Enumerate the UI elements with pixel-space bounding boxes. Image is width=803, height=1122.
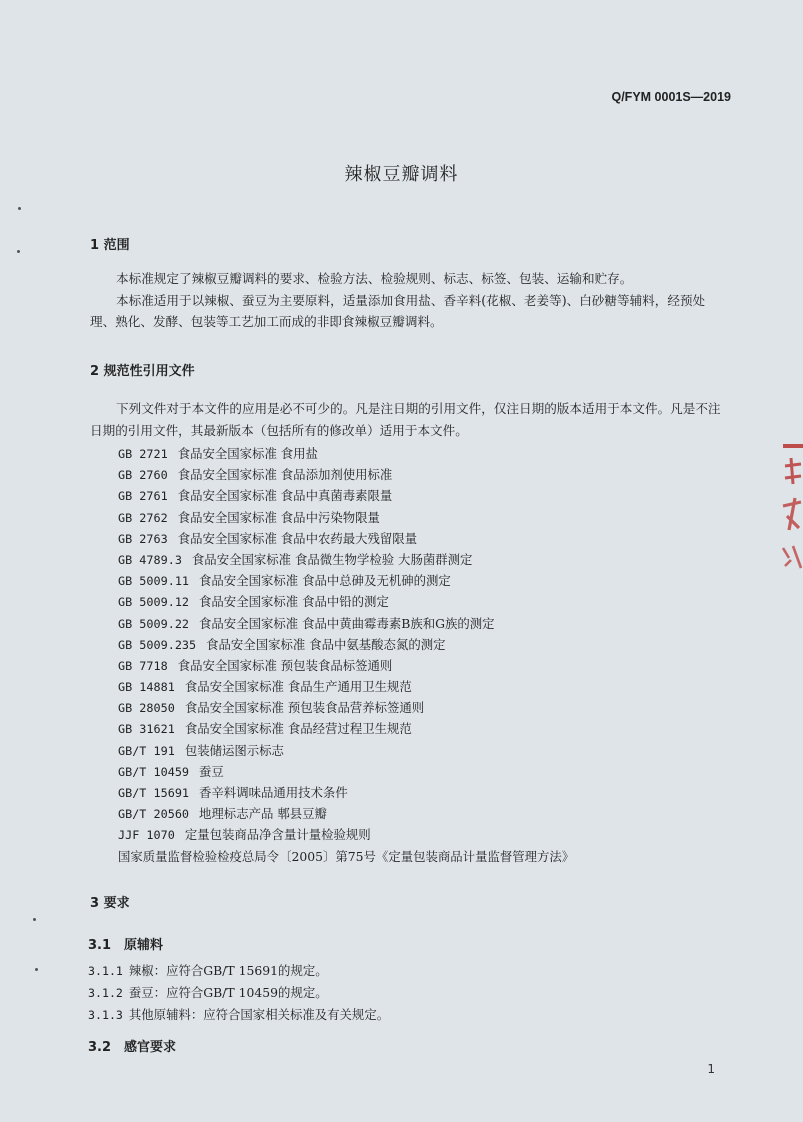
subsection-3-2-heading: 3.2 感官要求 — [88, 1040, 177, 1055]
reference-title: 食品安全国家标准 食品经营过程卫生规范 — [184, 721, 412, 737]
document-code: Q/FYM 0001S—2019 — [611, 90, 731, 104]
reference-item — [118, 740, 738, 761]
reference-item — [118, 634, 738, 655]
reference-item — [118, 528, 738, 549]
reference-item — [118, 507, 738, 528]
reference-item — [118, 676, 738, 697]
subsection-3-1-heading: 3.1 原辅料 — [88, 938, 164, 953]
scope-paragraph-2: 本标准适用于以辣椒、蚕豆为主要原料，适量添加食用盐、香辛料(花椒、老姜等)、白砂糖等辅料，经预处理、熟化、发酵、包装等工艺加工而成的非即食辣椒豆瓣调料。 — [90, 292, 706, 329]
section-2-heading: 2 规范性引用文件 — [90, 364, 195, 379]
reference-code: GB 4789.3 — [118, 552, 182, 567]
reference-item — [118, 782, 738, 803]
reference-title: 食品安全国家标准 食品生产通用卫生规范 — [184, 679, 412, 695]
reference-code: GB 2761 — [118, 489, 168, 504]
item-text: 其他原辅料：应符合国家相关标准及有关规定。 — [128, 1007, 390, 1022]
reference-code: GB 2721 — [118, 447, 168, 461]
scan-speck — [35, 968, 38, 971]
reference-code: GB 5009.235 — [118, 637, 197, 652]
reference-title: 食品安全国家标准 食用盐 — [177, 446, 318, 461]
reference-title: 国家质量监督检验检疫总局令〔2005〕第75号《定量包装商品计量监督管理方法》 — [118, 848, 575, 864]
reference-title: 食品安全国家标准 食品中农药最大残留限量 — [177, 530, 418, 546]
reference-title: 食品安全国家标准 食品中氨基酸态氮的测定 — [206, 636, 446, 652]
reference-title: 食品安全国家标准 食品添加剂使用标准 — [177, 467, 393, 483]
reference-code: GB 2762 — [118, 510, 168, 525]
reference-code: GB 2763 — [118, 531, 168, 546]
reference-item — [118, 613, 738, 634]
section-3-heading: 3 要求 — [90, 896, 130, 911]
reference-code: GB 5009.22 — [118, 616, 190, 631]
page-number: 1 — [707, 1062, 715, 1076]
reference-list — [118, 443, 738, 867]
requirement-item — [88, 982, 389, 1004]
scan-speck — [18, 207, 21, 210]
section-1-heading: 1 范围 — [90, 238, 130, 253]
reference-code: GB 31621 — [118, 722, 175, 737]
item-number: 3.1.2 — [88, 986, 123, 1000]
item-text: 蚕豆：应符合GB/T 10459的规定。 — [128, 985, 328, 1000]
reference-item — [118, 846, 738, 867]
requirement-item — [88, 1004, 389, 1026]
reference-title: 食品安全国家标准 预包装食品营养标签通则 — [184, 700, 425, 716]
reference-item — [118, 570, 738, 591]
requirement-item — [88, 960, 389, 982]
scope-paragraph-1: 本标准规定了辣椒豆瓣调料的要求、检验方法、检验规则、标志、标签、包装、运输和贮存。 — [116, 271, 633, 286]
reference-title: 食品安全国家标准 食品中污染物限量 — [177, 509, 380, 525]
scan-speck — [33, 918, 36, 921]
section-1-body — [90, 268, 730, 333]
requirements-list — [88, 960, 389, 1026]
references-intro: 下列文件对于本文件的应用是必不可少的。凡是注日期的引用文件，仅注日期的版本适用于本文件。凡是不注日期的引用文件，其最新版本（包括所有的修改单）适用于本文件。 — [90, 401, 721, 438]
reference-code: GB/T 10459 — [118, 764, 190, 779]
item-number: 3.1.1 — [88, 964, 123, 978]
reference-item — [118, 591, 738, 612]
reference-code: GB/T 191 — [118, 743, 175, 758]
seal-stamp-edge — [775, 436, 803, 576]
document-title: 辣椒豆瓣调料 — [344, 164, 459, 185]
reference-code: GB 5009.12 — [118, 595, 190, 610]
reference-item — [118, 718, 738, 739]
section-2-intro — [90, 398, 730, 441]
item-text: 辣椒：应符合GB/T 15691的规定。 — [128, 963, 328, 978]
reference-code: GB/T 15691 — [118, 786, 190, 800]
reference-code: GB 14881 — [118, 680, 175, 695]
reference-title: 食品安全国家标准 预包装食品标签通则 — [177, 657, 393, 673]
reference-title: 香辛料调味品通用技术条件 — [199, 785, 348, 800]
reference-code: GB/T 20560 — [118, 807, 190, 822]
reference-title: 食品安全国家标准 食品中铅的测定 — [199, 594, 389, 610]
reference-title: 包装储运图示标志 — [184, 742, 284, 758]
item-number: 3.1.3 — [88, 1008, 123, 1022]
reference-title: 食品安全国家标准 食品中真菌毒素限量 — [177, 488, 393, 504]
reference-code: GB 2760 — [118, 468, 168, 483]
reference-item — [118, 697, 738, 718]
reference-code: GB 7718 — [118, 658, 168, 673]
reference-code: GB 28050 — [118, 701, 175, 716]
reference-item — [118, 549, 738, 570]
reference-item — [118, 824, 738, 845]
reference-item — [118, 655, 738, 676]
reference-title: 定量包装商品净含量计量检验规则 — [184, 827, 371, 843]
reference-code: JJF 1070 — [118, 828, 175, 843]
reference-item — [118, 464, 738, 485]
reference-code: GB 5009.11 — [118, 574, 190, 589]
reference-item — [118, 485, 738, 506]
scan-speck — [17, 250, 20, 253]
reference-title: 蚕豆 — [199, 763, 224, 779]
reference-item — [118, 761, 738, 782]
reference-title: 食品安全国家标准 食品中总砷及无机砷的测定 — [199, 573, 451, 589]
reference-item — [118, 443, 738, 464]
reference-item — [118, 803, 738, 824]
reference-title: 食品安全国家标准 食品中黄曲霉毒素B族和G族的测定 — [199, 615, 495, 631]
reference-title: 地理标志产品 郫县豆瓣 — [199, 806, 327, 822]
stamp-fragment-graphic — [775, 436, 803, 576]
reference-title: 食品安全国家标准 食品微生物学检验 大肠菌群测定 — [191, 551, 473, 567]
